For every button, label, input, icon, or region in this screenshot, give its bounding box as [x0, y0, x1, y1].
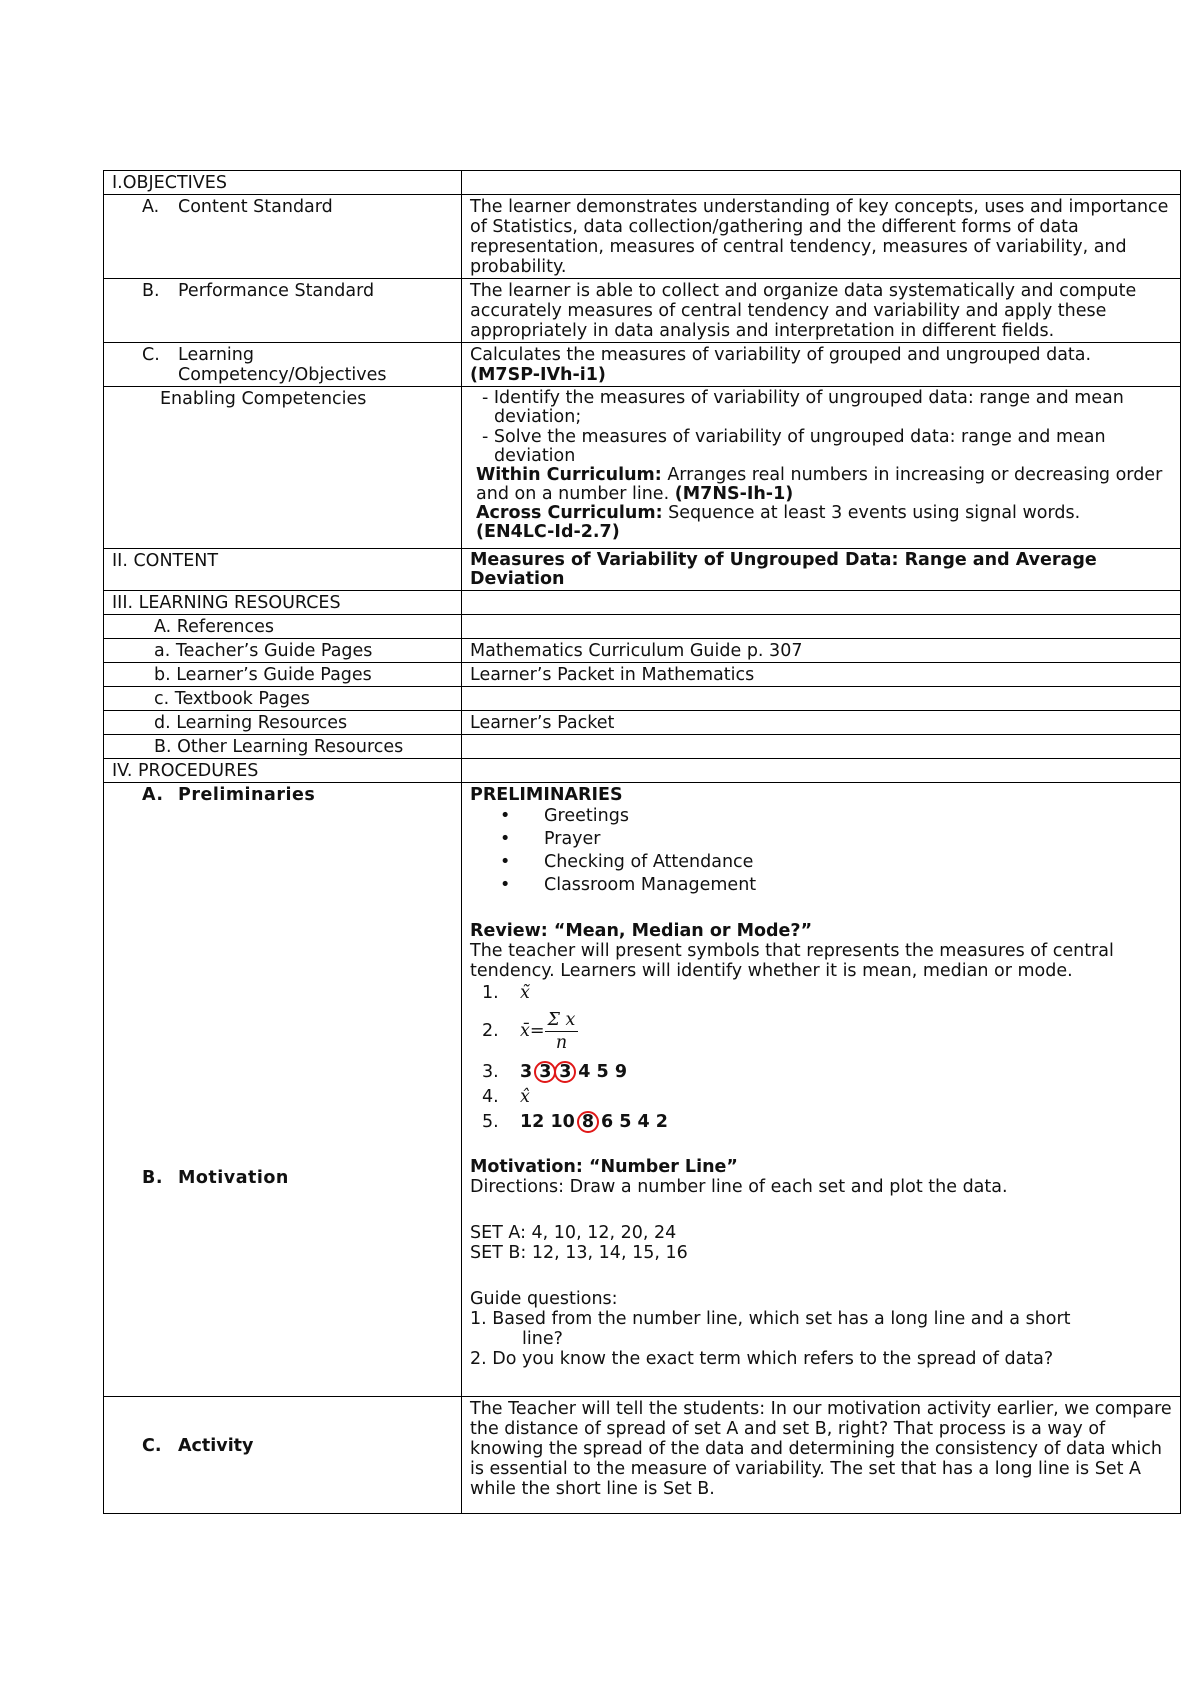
- list-item: • Classroom Management: [544, 874, 1172, 897]
- list-item: • Greetings: [544, 805, 1172, 828]
- learning-resources-label: d. Learning Resources: [104, 711, 462, 735]
- textbook-label: c. Textbook Pages: [104, 687, 462, 711]
- teachers-guide-label: a. Teacher’s Guide Pages: [104, 639, 462, 663]
- list-item: • Checking of Attendance: [544, 851, 1172, 874]
- learning-competency-letter: C.: [142, 345, 160, 365]
- median-circle-mark: 8: [577, 1111, 599, 1133]
- other-resources-label: B. Other Learning Resources: [104, 735, 462, 759]
- teachers-guide-value: Mathematics Curriculum Guide p. 307: [462, 639, 1181, 663]
- guide-question-1: 1. Based from the number line, which set has a long line and a short: [470, 1309, 1071, 1329]
- within-curriculum-label: Within Curriculum:: [476, 465, 662, 485]
- preliminaries-title: PRELIMINARIES: [470, 785, 623, 805]
- review-title: Review: “Mean, Median or Mode?”: [470, 921, 813, 941]
- content-standard-letter: A.: [142, 197, 160, 217]
- learning-competency-text: Calculates the measures of variability of grouped and ungrouped data.: [470, 345, 1092, 365]
- across-curriculum-text: Sequence at least 3 events using signal words.: [662, 503, 1081, 523]
- other-resources-value: [462, 735, 1181, 759]
- learning-competency-code: (M7SP-IVh-i1): [470, 365, 606, 385]
- procedures-heading-row: [104, 759, 1181, 783]
- guide-question-1-cont: line?: [522, 1329, 563, 1349]
- mean-formula-left: x̄=: [520, 1021, 545, 1041]
- activity-letter: C.: [142, 1436, 162, 1456]
- enabling-item-1: - Identify the measures of variability of ungrouped data: range and mean deviation;: [482, 388, 1124, 427]
- content-text: Measures of Variability of Ungrouped Data: Range and Average Deviation: [462, 549, 1181, 591]
- review-item-1: 1. x̃: [482, 983, 530, 1003]
- review-item-4: 4. x̂: [482, 1087, 530, 1107]
- performance-standard-row: [104, 279, 1181, 343]
- learners-guide-value: Learner’s Packet in Mathematics: [462, 663, 1181, 687]
- learners-guide-row: [104, 663, 1181, 687]
- resources-heading-row: [104, 591, 1181, 615]
- motivation-letter: B.: [142, 1168, 163, 1188]
- objectives-heading-row: [104, 171, 1181, 195]
- mean-formula-denominator: n: [555, 1032, 568, 1053]
- preliminaries-list: [470, 805, 1172, 897]
- set-b: SET B: 12, 13, 14, 15, 16: [470, 1243, 688, 1263]
- motivation-label: Motivation: [178, 1168, 289, 1188]
- performance-standard-letter: B.: [142, 281, 160, 301]
- within-curriculum-code: (M7NS-Ih-1): [674, 484, 794, 504]
- motivation-title: Motivation: “Number Line”: [470, 1157, 738, 1177]
- content-standard-row: [104, 195, 1181, 279]
- lesson-plan-document: [103, 170, 1180, 1514]
- mode-symbol: x̂: [520, 1087, 530, 1107]
- enabling-item-2: - Solve the measures of variability of ungrouped data: range and mean deviation: [482, 427, 1106, 466]
- median-symbol: x̃: [520, 983, 530, 1003]
- procedures-heading: IV. PROCEDURES: [104, 759, 462, 783]
- guide-questions-label: Guide questions:: [470, 1289, 618, 1309]
- learning-resources-row: [104, 711, 1181, 735]
- motivation-directions: Directions: Draw a number line of each set and plot the data.: [470, 1177, 1008, 1197]
- content-standard-text: The learner demonstrates understanding of key concepts, uses and importance of Statistics, data collection/gathering and the different forms of data representation, measures of central tendency, measures of variability, and probability.: [462, 195, 1181, 279]
- within-curriculum-text: Arranges real numbers in increasing or decreasing order and on a number line.: [476, 465, 1163, 504]
- learning-competency-label-2: Competency/Objectives: [178, 365, 387, 385]
- activity-label: Activity: [178, 1436, 254, 1456]
- enabling-competencies-label: Enabling Competencies: [104, 387, 462, 549]
- review-item-3: 3. 3 3 3 4 5 9: [482, 1062, 627, 1082]
- mode-circle-mark: 3: [534, 1061, 556, 1083]
- learners-guide-label: b. Learner’s Guide Pages: [104, 663, 462, 687]
- guide-question-2: 2. Do you know the exact term which refers to the spread of data?: [470, 1349, 1054, 1369]
- review-text: The teacher will present symbols that represents the measures of central tendency. Learners will identify whether it is mean, median or mode.: [470, 941, 1114, 981]
- mode-circle-mark: 3: [554, 1061, 576, 1083]
- content-heading: II. CONTENT: [104, 549, 462, 591]
- lesson-plan-table: [103, 170, 1181, 1514]
- set-a: SET A: 4, 10, 12, 20, 24: [470, 1223, 677, 1243]
- teachers-guide-row: [104, 639, 1181, 663]
- mean-formula-fraction: [545, 1009, 579, 1054]
- performance-standard-text: The learner is able to collect and organize data systematically and compute accurately measures of central tendency and variability and apply these appropriately in data analysis and interpretation in different fields.: [462, 279, 1181, 343]
- list-item: • Prayer: [544, 828, 1172, 851]
- preliminaries-label: Preliminaries: [178, 785, 316, 805]
- textbook-row: [104, 687, 1181, 711]
- activity-row: [104, 1397, 1181, 1514]
- resources-heading: III. LEARNING RESOURCES: [104, 591, 462, 615]
- preliminaries-motivation-row: [104, 783, 1181, 1397]
- learning-competency-label-1: Learning: [178, 345, 254, 365]
- enabling-competencies-row: [104, 387, 1181, 549]
- preliminaries-letter: A.: [142, 785, 164, 805]
- across-curriculum-code: (EN4LC-Id-2.7): [476, 522, 620, 542]
- learning-resources-value: Learner’s Packet: [462, 711, 1181, 735]
- references-label: A. References: [104, 615, 462, 639]
- review-item-5: 5. 12 10 8 6 5 4 2: [482, 1112, 668, 1132]
- objectives-heading: I.OBJECTIVES: [104, 171, 462, 195]
- performance-standard-label: Performance Standard: [178, 281, 375, 301]
- review-item-2: 2. x̄= $\frac{\text{Σ x}}{n}$: [470, 1006, 1172, 1060]
- content-standard-label: Content Standard: [178, 197, 333, 217]
- across-curriculum-label: Across Curriculum:: [476, 503, 663, 523]
- activity-text: The Teacher will tell the students: In our motivation activity earlier, we compare the distance of spread of set A and set B, right? That process is a way of knowing the spread of the data and determining the consistency of data which is essential to the measure of variability. The set that has a long line is Set A while the short line is Set B.: [462, 1397, 1181, 1514]
- content-row: [104, 549, 1181, 591]
- mean-formula-numerator: Σ x: [545, 1009, 579, 1032]
- textbook-value: [462, 687, 1181, 711]
- learning-competency-row: [104, 343, 1181, 387]
- other-resources-row: [104, 735, 1181, 759]
- references-row: [104, 615, 1181, 639]
